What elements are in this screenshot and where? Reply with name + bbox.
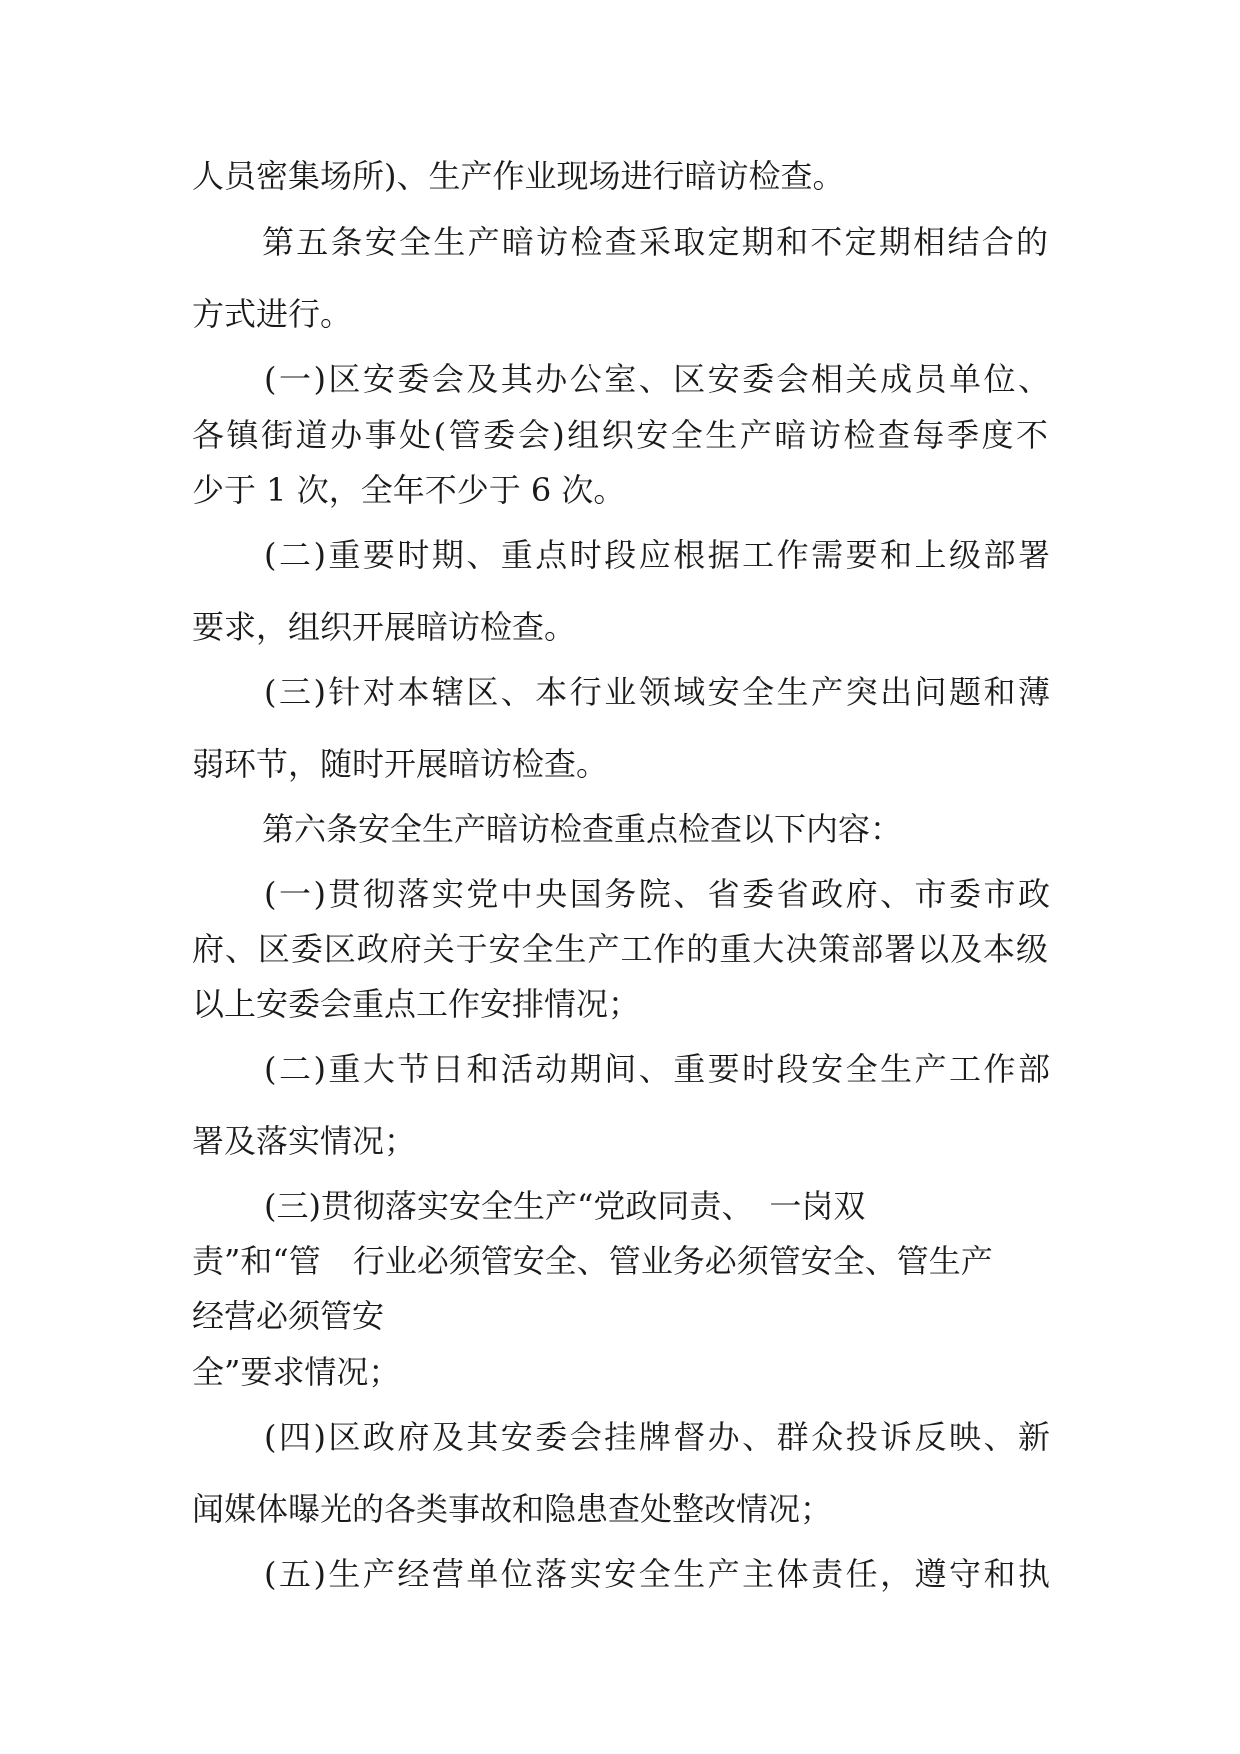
list-item: (四)区政府及其安委会挂牌督办、群众投诉反映、新	[264, 1418, 1050, 1456]
text-line: 府、区委区政府关于安全生产工作的重大决策部署以及本级	[192, 930, 1048, 968]
list-item: (三)贯彻落实安全生产“党政同责、 一岗双	[264, 1187, 866, 1225]
text-line: 弱环节，随时开展暗访检查。	[192, 745, 609, 783]
list-item: (三)针对本辖区、本行业领域安全生产突出问题和薄	[264, 673, 1050, 711]
text-line: 责”和“管 行业必须管安全、管业务必须管安全、管生产	[192, 1242, 993, 1280]
text-line: 方式进行。	[192, 295, 353, 333]
text-line: 全”要求情况；	[192, 1353, 401, 1391]
text-line: 署及落实情况；	[192, 1122, 417, 1160]
list-item: (一)区安委会及其办公室、区安委会相关成员单位、	[264, 360, 1050, 398]
list-item: (二)重要时期、重点时段应根据工作需要和上级部署	[264, 536, 1050, 574]
article-heading: 第六条安全生产暗访检查重点检查以下内容：	[262, 810, 903, 848]
text-line: 各镇街道办事处(管委会)组织安全生产暗访检查每季度不	[192, 416, 1048, 454]
list-item: (五)生产经营单位落实安全生产主体责任，遵守和执	[264, 1555, 1050, 1593]
text-line: 经营必须管安	[192, 1297, 385, 1335]
text-line: 闻媒体曝光的各类事故和隐患查处整改情况；	[192, 1490, 833, 1528]
text-line: 少于 1 次，全年不少于 6 次。	[192, 471, 626, 509]
list-item: (二)重大节日和活动期间、重要时段安全生产工作部	[264, 1050, 1050, 1088]
text-line: 要求，组织开展暗访检查。	[192, 608, 577, 646]
list-item: (一)贯彻落实党中央国务院、省委省政府、市委市政	[264, 875, 1050, 913]
article-heading: 第五条安全生产暗访检查采取定期和不定期相结合的	[262, 223, 1048, 261]
text-line: 人员密集场所)、生产作业现场进行暗访检查。	[192, 157, 845, 195]
text-line: 以上安委会重点工作安排情况；	[192, 985, 641, 1023]
